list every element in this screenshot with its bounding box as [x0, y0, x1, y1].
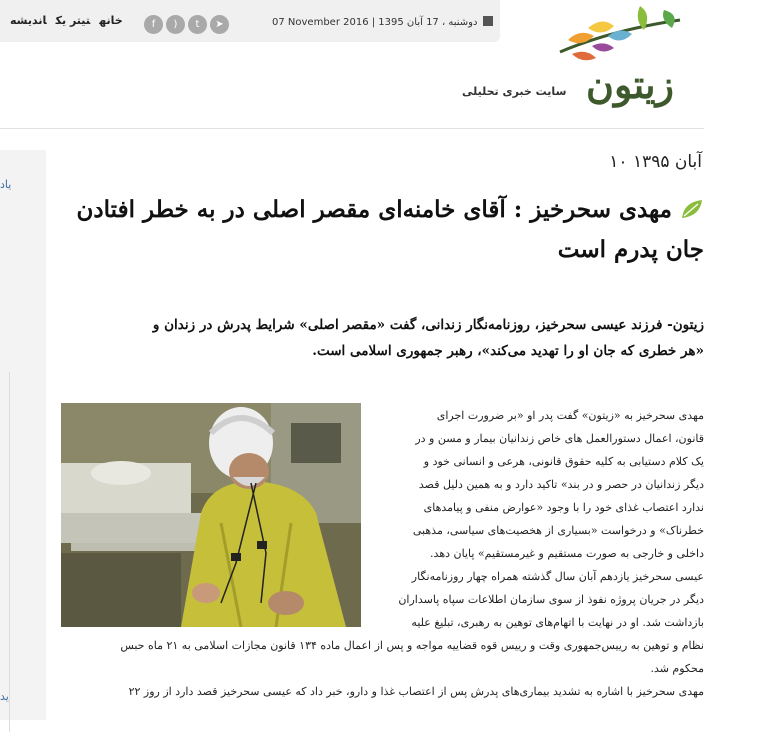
body-line: بازداشت شد. او در نهایت با اتهام‌های توهین به رهبری، تبلیغ علیه — [411, 616, 704, 629]
rss-icon[interactable]: ) — [166, 15, 185, 34]
nav-home-link[interactable]: خانه — [99, 14, 123, 27]
top-nav — [10, 14, 132, 27]
logo-leaf — [663, 10, 675, 28]
sidebar-divider — [9, 372, 10, 732]
article-body — [70, 404, 704, 703]
logo-leaf — [592, 43, 614, 51]
logo-leaf — [588, 21, 614, 32]
article-date: ۱۰ آبان ۱۳۹۵ — [609, 152, 702, 172]
twitter-icon[interactable]: t — [188, 15, 207, 34]
body-line: محکوم شد. — [650, 662, 704, 675]
sidebar-link-top[interactable]: یاد — [0, 178, 12, 191]
lead-line-2: «هر خطری که جان او را تهدید می‌کند»، رهبر جمهوری اسلامی است. — [312, 343, 704, 359]
lead-line-1: زیتون- فرزند عیسی سحرخیز، روزنامه‌نگار زندانی، گفت «مقصر اصلی» شرایط پدرش در زندان و — [152, 317, 704, 333]
body-line: ندارد اعتصاب غذای خود را با وجود «عوارض منفی و پیامدهای — [423, 501, 704, 514]
header-divider — [0, 128, 704, 129]
article-title-line2: جان پدرم است — [557, 236, 704, 263]
body-line: یک کلام دستیابی به کلیه حقوق قانونی، هرعی و انسانی خود و — [423, 455, 704, 468]
article-lead — [72, 312, 704, 364]
social-links — [144, 12, 232, 34]
sidebar-strip — [0, 150, 46, 720]
header-date — [272, 16, 493, 28]
header-date-separator: | — [368, 17, 379, 28]
body-line: دیگر در جریان پروژه نفوذ از سوی سازمان اطلاعات سپاه پاسداران — [398, 593, 704, 606]
body-line: دیگر زندانیان در حصر و در بند» تاکید دارد و به همین دلیل قصد — [418, 478, 704, 491]
leaf-icon — [680, 198, 704, 220]
header-date-gregorian: 07 November 2016 — [272, 17, 369, 28]
sidebar-link-bottom[interactable]: ید — [0, 690, 9, 703]
body-line: نظام و توهین به رییس‌جمهوری وقت و رییس قوه قضاییه مواجه و پس از اعمال ماده ۱۳۴ قانون مجازات اسلامی به ۲۱ ماه حبس — [120, 639, 704, 652]
calendar-icon — [483, 16, 493, 26]
logo-leaf — [572, 52, 596, 61]
nav-tirik-link[interactable]: تیتر یک — [55, 14, 91, 27]
body-line: مهدی سحرخیز به «زیتون» گفت پدر او «بر ضرورت اجرای — [436, 409, 704, 422]
site-tagline: سایت خبری تحلیلی — [462, 85, 567, 98]
site-logo[interactable] — [552, 0, 702, 110]
logo-leaf — [608, 30, 632, 40]
body-line: قانون، اعمال دستورالعمل های خاص زندانیان بیمار و مسن و در — [415, 432, 704, 445]
body-line: خطرناک» و درخواست «بسیاری از هخصیت‌های سیاسی، مذهبی — [412, 524, 704, 537]
nav-andisheh-link[interactable]: اندیشه — [10, 14, 47, 27]
header-date-persian: دوشنبه ، 17 آبان 1395 — [378, 17, 478, 28]
telegram-icon[interactable]: ➤ — [210, 15, 229, 34]
body-line: داخلی و خارجی به صورت مستقیم و غیرمستقیم» پایان دهد. — [430, 547, 704, 560]
facebook-icon[interactable]: f — [144, 15, 163, 34]
article-title-line1: مهدی سحرخیز : آقای خامنه‌ای مقصر اصلی در به خطر افتادن — [76, 196, 672, 223]
body-line: مهدی سحرخیز با اشاره به تشدید بیماری‌های پدرش پس از اعتصاب غذا و دارو، خبر داد که عیسی سحرخیز قصد دارد از روز ۲۲ — [128, 685, 704, 698]
logo-wordmark: زیتون — [586, 62, 674, 107]
body-line: عیسی سحرخیز یازدهم آبان سال گذشته همراه چهار روزنامه‌نگار — [411, 570, 704, 583]
top-bar — [0, 0, 500, 42]
article-title[interactable] — [72, 190, 704, 270]
